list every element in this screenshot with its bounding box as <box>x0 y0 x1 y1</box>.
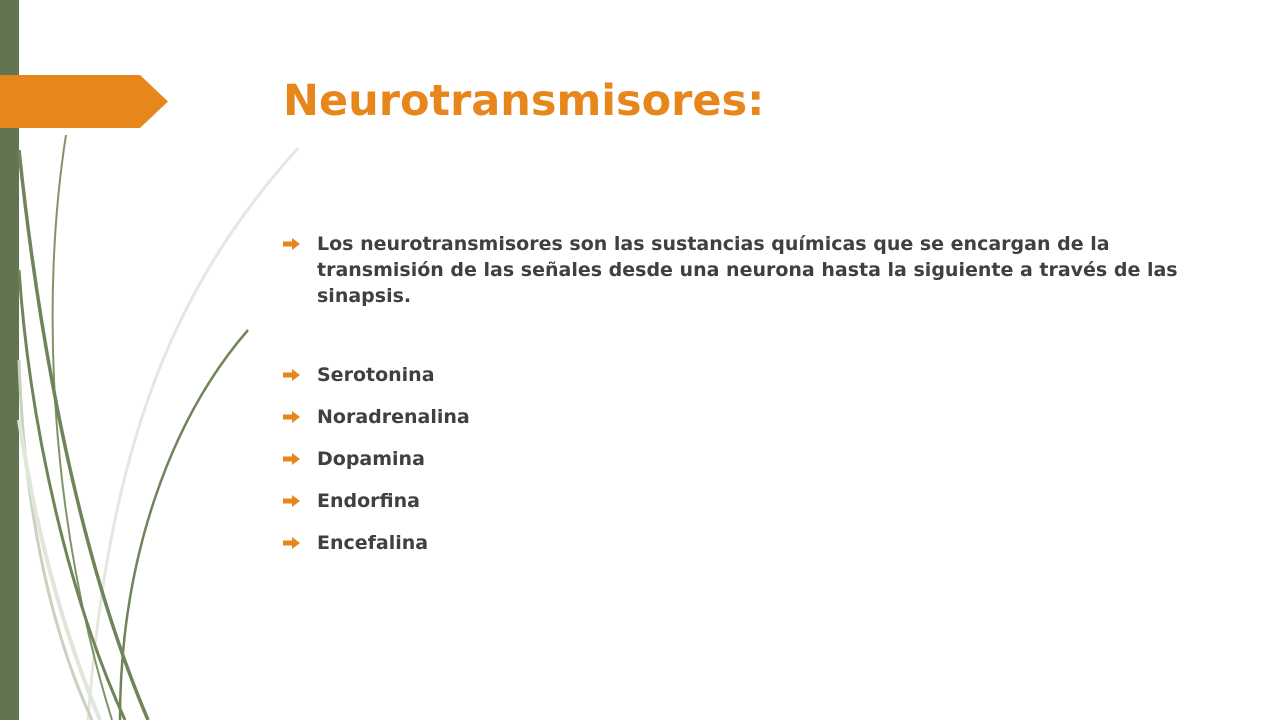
list-item <box>283 362 1183 388</box>
arrow-bullet-icon <box>283 369 300 381</box>
bullet-intro <box>283 231 1183 309</box>
arrow-bullet-icon <box>283 238 300 250</box>
arrow-bullet-icon <box>283 495 300 507</box>
item-label-endorfina: Endorfina <box>317 490 420 512</box>
arrow-bullet-icon <box>283 411 300 423</box>
item-label-noradrenalina: Noradrenalina <box>317 406 470 428</box>
list-item <box>283 488 1183 514</box>
list-item <box>283 404 1183 430</box>
slide-title: Neurotransmisores: <box>283 76 765 126</box>
list-item <box>283 446 1183 472</box>
bullet-list <box>283 231 1183 572</box>
intro-text: Los neurotransmisores son las sustancias químicas que se encargan de la transmisión de las señales desde una neurona hasta la siguiente a través de las sinapsis. <box>317 233 1178 307</box>
item-label-dopamina: Dopamina <box>317 448 425 470</box>
item-label-serotonina: Serotonina <box>317 364 435 386</box>
item-label-encefalina: Encefalina <box>317 532 429 554</box>
arrow-bullet-icon <box>283 453 300 465</box>
list-item <box>283 530 1183 556</box>
arrow-bullet-icon <box>283 537 300 549</box>
title-accent-tab <box>0 75 168 128</box>
